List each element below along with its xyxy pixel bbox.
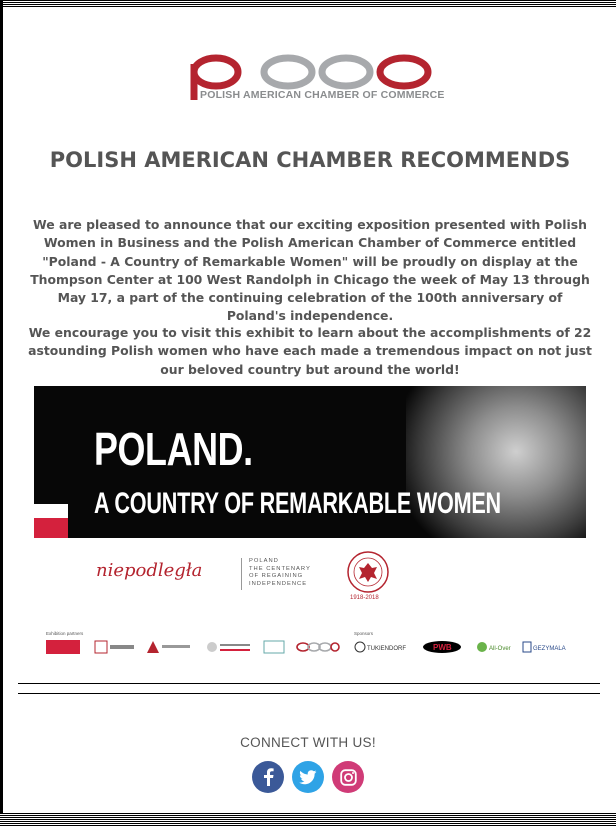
page-title: POLISH AMERICAN CHAMBER RECOMMENDS	[49, 148, 571, 172]
divider-rule-bottom	[18, 693, 600, 694]
facebook-glyph	[261, 768, 275, 786]
facebook-icon[interactable]	[252, 761, 284, 793]
sponsor-text-4: GEZYMALA	[533, 646, 566, 652]
partner-logo-pacc	[296, 640, 340, 654]
encourage-paragraph: We encourage you to visit this exhibit to learn about the accomplishments of 22 astounding Polish women who have each made a tremendous impact on not just our beloved country but around the world!	[28, 325, 592, 377]
sponsor-text-3: All-Over	[489, 646, 511, 652]
logo-letter-c1	[322, 58, 370, 86]
centenary-text: POLAND THE CENTENARY OF REGAINING INDEPENDENCE	[249, 558, 311, 587]
twitter-glyph	[299, 770, 317, 785]
partner-logo-1	[46, 640, 80, 654]
logo-caption: POLISH AMERICAN CHAMBER OF COMMERCE	[200, 89, 445, 101]
partner-logo-2	[94, 640, 136, 654]
twitter-icon[interactable]	[292, 761, 324, 793]
flag-red-stripe	[34, 518, 68, 538]
flag-white-stripe	[34, 504, 68, 518]
partner-logo-4	[206, 640, 252, 654]
intro-paragraph: We are pleased to announce that our exciting exposition presented with Polish Women in Business and the Polish American Chamber of Commerce entitled "Poland - A Country of Remarkable Women" will be proudly on display at the Thompson Center at 100 West Randolph in Chicago the week of May 13 through May 17, a part of the continuing celebration of the 100th anniversary of Poland's independence.	[30, 217, 590, 324]
banner-photo-area	[34, 386, 586, 538]
connect-heading: CONNECT WITH US!	[240, 735, 376, 750]
partners-label: Exhibition partners	[46, 631, 84, 636]
partner-logo-5	[262, 640, 286, 654]
sponsor-logo-pwb	[422, 640, 462, 654]
logo-letter-a	[264, 58, 312, 86]
banner-title-line1: POLAND.	[94, 423, 253, 475]
sponsor-logo-gezymala	[522, 640, 572, 654]
sponsor-text-1: TUKIENDORF	[367, 646, 406, 652]
instagram-glyph	[340, 769, 357, 786]
seal-years: 1918-2018	[350, 595, 379, 601]
divider	[241, 558, 242, 590]
logo-letter-c2	[380, 58, 428, 86]
sponsor-logo-allover	[476, 640, 516, 654]
niepodlegla-logo: niepodległa	[96, 560, 203, 581]
sponsor-text-2: PWB	[433, 643, 452, 652]
sponsors-label: Sponsors	[354, 631, 374, 636]
partner-logo-3	[146, 640, 192, 654]
instagram-icon[interactable]	[332, 761, 364, 793]
top-border-stripes	[0, 0, 616, 7]
exhibition-banner[interactable]	[34, 386, 586, 672]
banner-title-line2: A COUNTRY OF REMARKABLE WOMEN	[94, 487, 501, 520]
sponsor-logo-tukiendorf	[354, 640, 410, 654]
bottom-border-stripes	[0, 813, 616, 827]
centenary-seal-icon	[346, 550, 390, 594]
left-border	[0, 0, 3, 827]
divider-rule-top	[18, 683, 600, 684]
